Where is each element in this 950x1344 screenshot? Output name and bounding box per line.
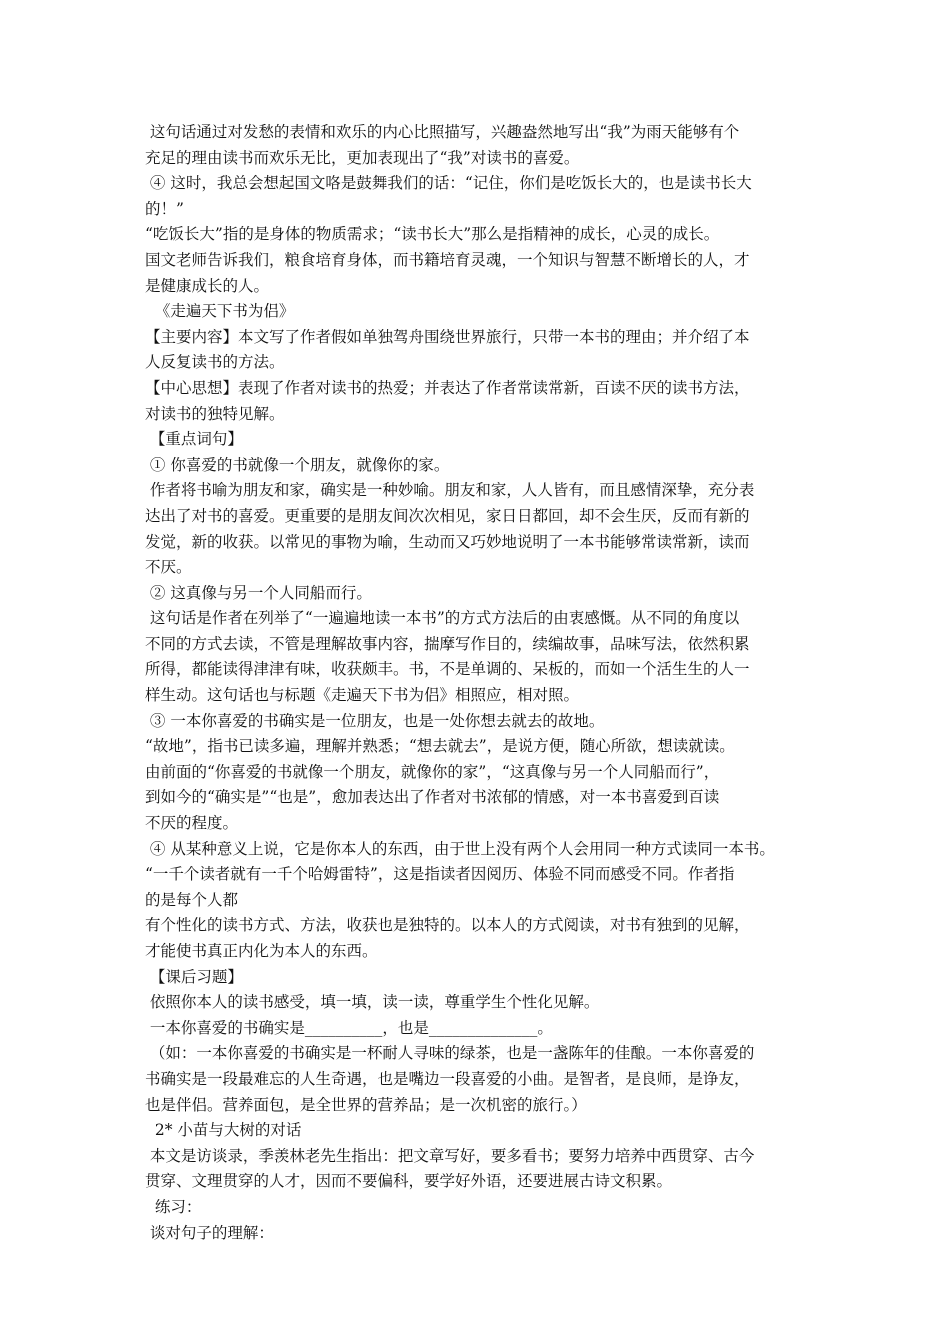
text-line: 这句话是作者在列举了“一遍遍地读一本书”的方式方法后的由衷感慨。从不同的角度以 xyxy=(145,609,740,628)
text-line: 有个性化的读书方式、方法，收获也是独特的。以本人的方式阅读，对书有独到的见解， xyxy=(145,916,750,935)
text-line: 对读书的独特见解。 xyxy=(145,404,285,423)
text-line: 所得，都能读得津津有味，收获颇丰。书，不是单调的、呆板的，而如一个活生生的人一 xyxy=(145,660,750,679)
text-line: 贯穿、文理贯穿的人才，因而不要偏科，要学好外语，还要进展古诗文积累。 xyxy=(145,1172,673,1191)
text-line: 充足的理由读书而欢乐无比，更加表现出了“我”对读书的喜爱。 xyxy=(145,148,580,167)
text-line: 这句话通过对发愁的表情和欢乐的内心比照描写，兴趣盎然地写出“我”为雨天能够有个 xyxy=(145,123,740,141)
text-line: 练习： xyxy=(145,1197,202,1216)
text-line: 作者将书喻为朋友和家，确实是一种妙喻。朋友和家，人人皆有，而且感情深挚，充分表 xyxy=(145,481,755,500)
text-line: 书确实是一段最难忘的人生奇遇，也是嘴边一段喜爱的小曲。是智者，是良师，是诤友， xyxy=(145,1069,750,1088)
text-line: ② 这真像与另一个人同船而行。 xyxy=(145,583,372,602)
text-line: 是健康成长的人。 xyxy=(145,276,270,295)
text-line: 由前面的“你喜爱的书就像一个朋友，就像你的家”，“这真像与另一个人同船而行”， xyxy=(145,762,720,781)
text-line: （如：一本你喜爱的书确实是一杯耐人寻味的绿茶，也是一盏陈年的佳酿。一本你喜爱的 xyxy=(145,1044,755,1063)
text-line: 样生动。这句话也与标题《走遍天下书为侣》相照应，相对照。 xyxy=(145,686,580,705)
text-line: 【主要内容】本文写了作者假如单独驾舟围绕世界旅行，只带一本书的理由；并介绍了本 xyxy=(145,327,750,346)
text-line: 不厌的程度。 xyxy=(145,814,239,833)
text-line: 谈对句子的理解： xyxy=(145,1223,274,1242)
text-line: 也是伴侣。营养面包，是全世界的营养品；是一次机密的旅行。） xyxy=(145,1095,587,1114)
text-line: 《走遍天下书为侣》 xyxy=(145,302,295,321)
text-line: ③ 一本你喜爱的书确实是一位朋友，也是一处你想去就去的故地。 xyxy=(145,711,605,730)
text-line: 不厌。 xyxy=(145,558,192,577)
text-line: 到如今的“确实是”“也是”，愈加表达出了作者对书浓郁的情感，对一本书喜爱到百读 xyxy=(145,788,720,807)
text-line: ④ 这时，我总会想起国文咯是鼓舞我们的话：“记住，你们是吃饭长大的，也是读书长大 xyxy=(145,174,752,193)
text-line: 国文老师告诉我们，粮食培育身体，而书籍培育灵魂，一个知识与智慧不断增长的人，才 xyxy=(145,250,750,269)
text-line: 【中心思想】表现了作者对读书的热爱；并表达了作者常读常新，百读不厌的读书方法， xyxy=(145,378,750,397)
text-line: 人反复读书的方法。 xyxy=(145,353,285,372)
text-line: ① 你喜爱的书就像一个朋友，就像你的家。 xyxy=(145,455,450,474)
text-line: 依照你本人的读书感受，填一填，读一读，尊重学生个性化见解。 xyxy=(145,993,600,1012)
text-line: 【课后习题】 xyxy=(145,967,243,986)
text-line: ④ 从某种意义上说，它是你本人的东西，由于世上没有两个人会用同一种方式读同一本书。 xyxy=(145,839,775,858)
text-line: 一本你喜爱的书确实是__________，也是______________。 xyxy=(145,1018,553,1037)
text-line: “一千个读者就有一千个哈姆雷特”，这是指读者因阅历、体验不同而感受不同。作者指 xyxy=(145,865,735,884)
text-line: 才能使书真正内化为本人的东西。 xyxy=(145,942,378,960)
text-line: 的是每个人都 xyxy=(145,890,239,909)
document-body xyxy=(145,120,825,1246)
text-line: “故地”，指书已读多遍，理解并熟悉；“想去就去”，是说方便，随心所欲，想读就读。 xyxy=(145,737,735,756)
text-line: 2* 小苗与大树的对话 xyxy=(145,1121,302,1140)
text-line: 【重点词句】 xyxy=(145,430,243,449)
text-line: “吃饭长大”指的是身体的物质需求；“读书长大”那么是指精神的成长，心灵的成长。 xyxy=(145,225,720,244)
text-line: 本文是访谈录，季羡林老先生指出：把文章写好，要多看书；要努力培养中西贯穿、古今 xyxy=(145,1146,755,1165)
text-line: 的！” xyxy=(145,199,184,218)
text-line: 达出了对书的喜爱。更重要的是朋友间次次相见，家日日都回，却不会生厌，反而有新的 xyxy=(145,506,750,525)
text-line: 发觉，新的收获。以常见的事物为喻，生动而又巧妙地说明了一本书能够常读常新，读而 xyxy=(145,532,750,551)
text-line: 不同的方式去读，不管是理解故事内容，揣摩写作目的，续编故事，品味写法，依然积累 xyxy=(145,634,750,653)
